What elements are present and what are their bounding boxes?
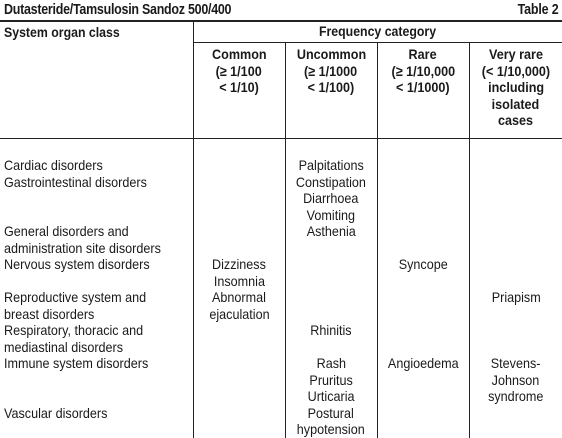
cell-line [378, 174, 469, 191]
cell-line [378, 157, 469, 174]
cell-line [470, 339, 562, 356]
cell-text: Vascular disorders [4, 404, 108, 421]
cell-text: Insomnia [213, 272, 265, 289]
cell-line [470, 174, 562, 191]
cell-line [4, 174, 193, 191]
cell-line [286, 339, 377, 356]
cell-line [470, 157, 562, 174]
cell-text: administration site disorders [4, 239, 161, 256]
cell-text: Urticaria [307, 388, 355, 404]
cell-line [378, 289, 469, 306]
cell-text: Immune system disorders [4, 355, 149, 371]
cell-text: Respiratory, thoracic and [4, 322, 144, 338]
cell-line [286, 223, 377, 240]
cell-line [470, 223, 562, 240]
cell-line [470, 388, 562, 405]
cell-text: Stevens- [490, 355, 541, 371]
soc-column-header: System organ class [0, 22, 193, 139]
cell-line [4, 256, 193, 273]
cell-line [4, 355, 193, 372]
cell-line [4, 372, 193, 389]
cell-text: Rhinitis [310, 322, 352, 338]
rare-column [377, 139, 469, 438]
cell-text: Reproductive system and [4, 289, 147, 305]
cell-line [378, 256, 469, 273]
cell-line [378, 190, 469, 207]
cell-line [4, 289, 193, 306]
cell-line [4, 223, 193, 240]
cell-text: Postural [307, 404, 355, 421]
cell-line [194, 273, 285, 290]
cell-line [194, 405, 285, 422]
cell-text: Asthenia [306, 223, 356, 239]
table-number: Table 2 [517, 2, 558, 18]
cell-line [470, 256, 562, 273]
document-title: Dutasteride/Tamsulosin Sandoz 500/400 [4, 2, 232, 18]
cell-line [470, 289, 562, 306]
cell-line [194, 240, 285, 257]
cell-line [194, 174, 285, 191]
cell-text: Syncope [398, 256, 448, 272]
cell-line [470, 405, 562, 422]
cell-line [470, 306, 562, 323]
cell-text: breast disorders [4, 305, 95, 322]
cell-line [286, 190, 377, 207]
cell-line [470, 190, 562, 207]
cell-line [378, 339, 469, 356]
cell-line [286, 256, 377, 273]
cell-line [194, 207, 285, 224]
cell-text: Diarrhoea [303, 190, 359, 206]
cell-line [378, 240, 469, 257]
soc-column [0, 139, 193, 438]
cell-line [286, 174, 377, 191]
adverse-reactions-table [0, 22, 562, 438]
cell-line [194, 157, 285, 174]
cell-text: Johnson [491, 371, 540, 388]
cell-line [378, 306, 469, 323]
cell-text: Palpitations [298, 157, 364, 173]
cell-line [4, 421, 193, 438]
cell-line [286, 372, 377, 389]
cell-line [286, 289, 377, 306]
cell-line [470, 372, 562, 389]
cell-line [286, 421, 377, 438]
title-bar [0, 0, 562, 22]
cell-line [4, 339, 193, 356]
cell-line [378, 372, 469, 389]
cell-line [194, 256, 285, 273]
cell-text: General disorders and [4, 223, 129, 239]
cell-text: Cardiac disorders [4, 157, 103, 173]
cell-line [378, 405, 469, 422]
cell-line [286, 273, 377, 290]
cell-line [4, 207, 193, 224]
cell-text: Abnormal [212, 289, 266, 305]
cell-line [4, 322, 193, 339]
cell-line [378, 273, 469, 290]
cell-line [194, 372, 285, 389]
cell-line [4, 240, 193, 257]
cell-text: ejaculation [208, 305, 270, 322]
cell-text: Rash [316, 355, 346, 371]
cell-line [286, 388, 377, 405]
cell-line [470, 322, 562, 339]
category-header-very-rare: Very rare (< 1/10,000) including isolated cases [469, 43, 562, 139]
cell-line [378, 388, 469, 405]
cell-line [378, 355, 469, 372]
cell-line [470, 355, 562, 372]
cell-text: Gastrointestinal disorders [4, 173, 147, 190]
cell-line [378, 207, 469, 224]
cell-line [4, 405, 193, 422]
cell-line [194, 388, 285, 405]
cell-text: hypotension [297, 421, 365, 437]
uncommon-column [285, 139, 377, 438]
cell-line [286, 207, 377, 224]
cell-line [194, 339, 285, 356]
cell-line [286, 157, 377, 174]
cell-text: mediastinal disorders [4, 338, 124, 355]
very-rare-column [469, 139, 562, 438]
cell-line [378, 223, 469, 240]
cell-line [4, 157, 193, 174]
cell-line [470, 207, 562, 224]
cell-text: Angioedema [387, 355, 459, 371]
cell-line [286, 322, 377, 339]
common-column [193, 139, 285, 438]
cell-line [470, 273, 562, 290]
category-header-common: Common (≥ 1/100 < 1/10) [193, 43, 285, 139]
frequency-category-header: Frequency category [193, 22, 562, 43]
category-header-uncommon: Uncommon (≥ 1/1000 < 1/100) [285, 43, 377, 139]
cell-line [4, 306, 193, 323]
cell-text: Constipation [295, 173, 367, 190]
cell-line [194, 223, 285, 240]
cell-text: Dizziness [212, 256, 266, 272]
header-row-1 [0, 22, 562, 43]
cell-text: syndrome [488, 388, 544, 404]
cell-text: Nervous system disorders [4, 256, 150, 272]
cell-line [378, 421, 469, 438]
cell-line [194, 306, 285, 323]
cell-line [286, 306, 377, 323]
cell-line [194, 421, 285, 438]
cell-line [4, 190, 193, 207]
category-header-rare: Rare (≥ 1/10,000 < 1/1000) [377, 43, 469, 139]
cell-line [470, 240, 562, 257]
cell-line [286, 240, 377, 257]
cell-text: Vomiting [306, 206, 356, 223]
cell-text: Priapism [491, 289, 541, 305]
cell-line [286, 405, 377, 422]
body-row [0, 139, 562, 438]
cell-line [286, 355, 377, 372]
cell-line [378, 322, 469, 339]
cell-line [4, 388, 193, 405]
cell-line [194, 289, 285, 306]
cell-line [194, 322, 285, 339]
cell-line [4, 273, 193, 290]
cell-line [470, 421, 562, 438]
cell-line [194, 190, 285, 207]
cell-line [194, 355, 285, 372]
cell-text: Pruritus [309, 371, 353, 388]
